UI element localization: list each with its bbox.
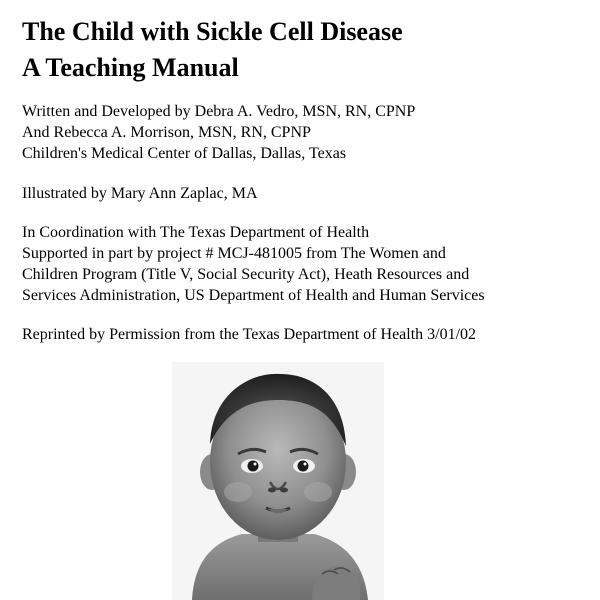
title-line-1: The Child with Sickle Cell Disease bbox=[22, 17, 403, 46]
title-line-2: A Teaching Manual bbox=[22, 53, 239, 82]
coordination-line: In Coordination with The Texas Department of Health bbox=[22, 224, 370, 241]
child-drawing bbox=[172, 362, 384, 600]
coordination-block bbox=[22, 222, 485, 306]
authors-block bbox=[22, 101, 415, 164]
authors-line: Written and Developed by Debra A. Vedro, MSN, RN, CPNP bbox=[22, 103, 416, 120]
authors-line: Children's Medical Center of Dallas, Dallas, Texas bbox=[22, 145, 347, 162]
authors-line: And Rebecca A. Morrison, MSN, RN, CPNP bbox=[22, 124, 311, 141]
coordination-line: Children Program (Title V, Social Security Act), Heath Resources and bbox=[22, 266, 470, 283]
coordination-line: Supported in part by project # MCJ-481005 from The Women and bbox=[22, 245, 446, 262]
coordination-line: Services Administration, US Department of Health and Human Services bbox=[22, 287, 485, 304]
illustrator-credit bbox=[22, 183, 258, 204]
reprint-notice bbox=[22, 324, 476, 345]
reprint-line: Reprinted by Permission from the Texas Department of Health 3/01/02 bbox=[22, 326, 477, 343]
child-illustration bbox=[172, 362, 384, 600]
document-title bbox=[22, 14, 403, 86]
illustrator-line: Illustrated by Mary Ann Zaplac, MA bbox=[22, 185, 258, 202]
